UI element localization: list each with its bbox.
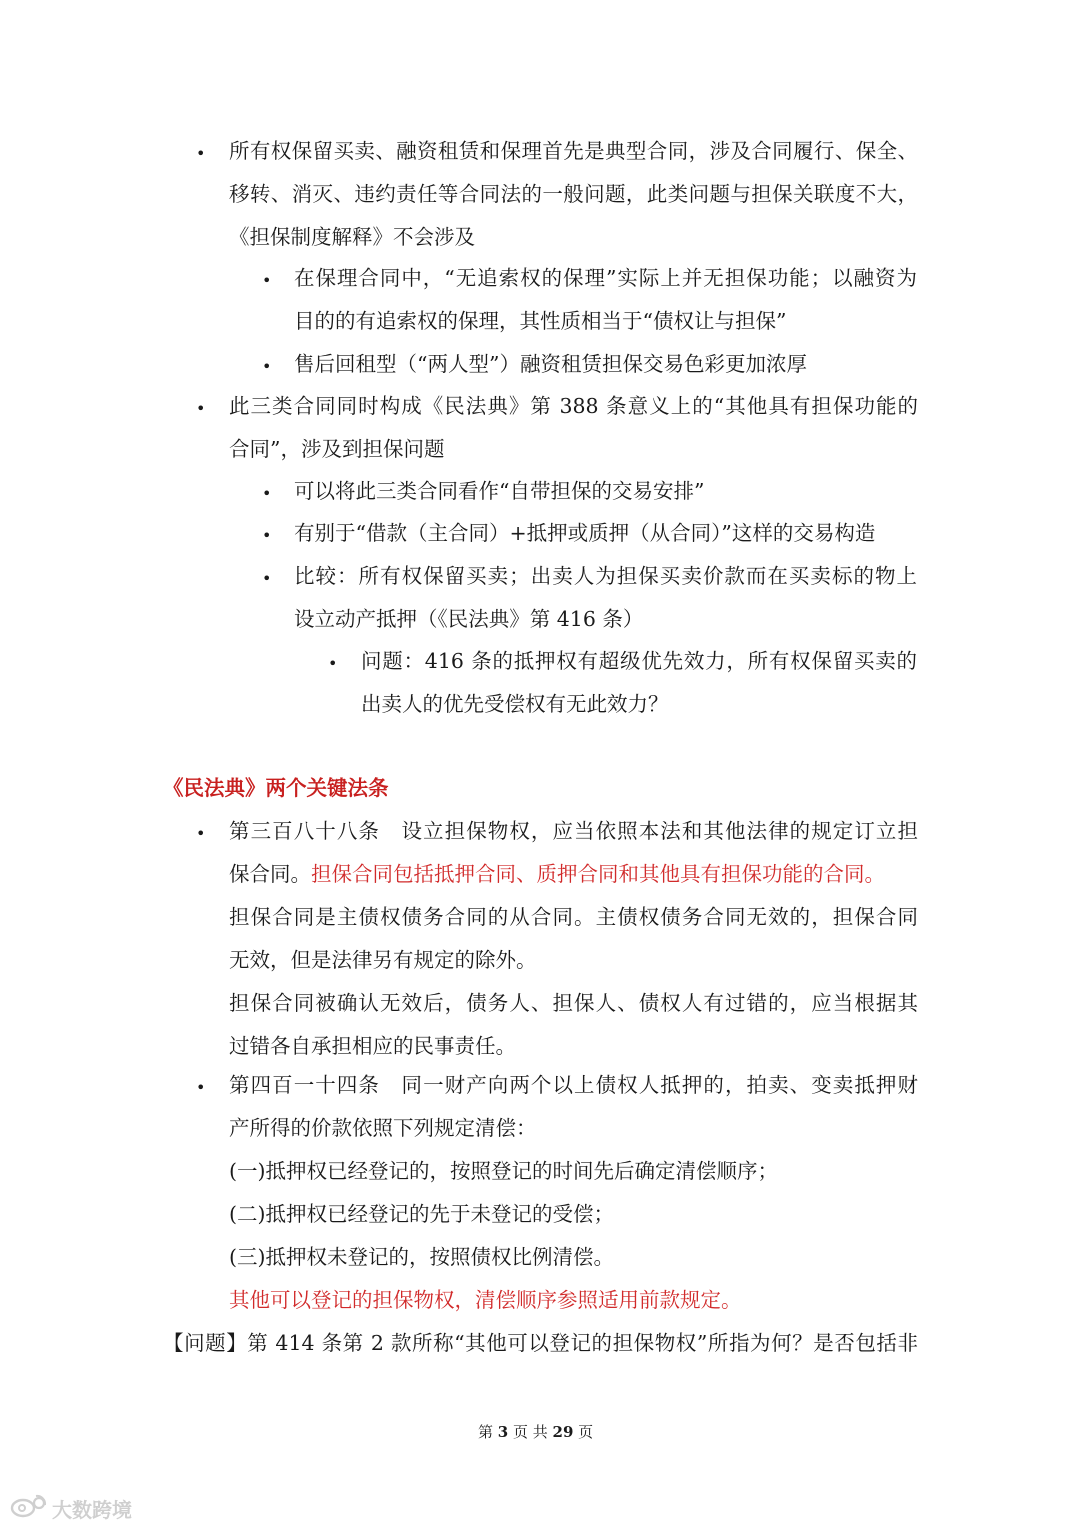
paragraph-line: 有别于“借款（主合同）+抵押或质押（从合同）”这样的交易构造 [294,521,876,545]
bullet: • [328,654,338,673]
paragraph-line: 合同”，涉及到担保问题 [229,437,445,461]
watermark-brand: 大数跨境 [52,1498,132,1522]
paragraph-line: 比较：所有权保留买卖；出卖人为担保买卖价款而在买卖标的物上 [294,564,917,588]
bullet: • [262,569,272,588]
article-388-line: 第三百八十八条 设立担保物权，应当依照本法和其他法律的规定订立担 [229,819,918,843]
article-414-item: (二)抵押权已经登记的先于未登记的受偿； [229,1202,614,1226]
page-number: 3 [497,1423,509,1441]
article-414-line: 产所得的价款依照下列规定清偿： [229,1116,537,1140]
paragraph-line: 此三类合同同时构成《民法典》第 388 条意义上的“其他具有担保功能的 [229,394,918,418]
article-414-item: (一)抵押权已经登记的，按照登记的时间先后确定清偿顺序； [229,1159,778,1183]
weibo-logo-icon [10,1493,48,1524]
paragraph-line: 出卖人的优先受偿权有无此效力？ [361,692,669,716]
page-footer [478,1421,593,1442]
paragraph-line: 在保理合同中，“无追索权的保理”实际上并无担保功能；以融资为 [294,266,917,290]
article-414-line: 第四百一十四条 同一财产向两个以上债权人抵押的，拍卖、变卖抵押财 [229,1073,918,1097]
paragraph-line: 售后回租型（“两人型”）融资租赁担保交易色彩更加浓厚 [294,352,807,376]
article-388-line: 担保合同是主债权债务合同的从合同。主债权债务合同无效的，担保合同 [229,905,918,929]
paragraph-line: 问题：416 条的抵押权有超级优先效力，所有权保留买卖的 [361,649,917,673]
bullet: • [196,399,206,418]
bullet: • [262,357,272,376]
article-388-line: 担保合同被确认无效后，债务人、担保人、债权人有过错的，应当根据其 [229,991,918,1015]
article-388-line: 无效，但是法律另有规定的除外。 [229,948,537,972]
bullet: • [262,526,272,545]
paragraph-line: 移转、消灭、违约责任等合同法的一般问题，此类问题与担保关联度不大， [229,182,918,206]
bullet: • [262,271,272,290]
paragraph-line: 《担保制度解释》不会涉及 [229,225,475,249]
paragraph-line: 设立动产抵押（《民法典》第 416 条） [294,607,644,631]
article-414-item: (三)抵押权未登记的，按照债权比例清偿。 [229,1245,614,1269]
section-heading: 《民法典》两个关键法条 [163,776,389,800]
article-388-highlight: 担保合同包括抵押合同、质押合同和其他具有担保功能的合同。 [311,862,885,886]
paragraph-line: 目的的有追索权的保理，其性质相当于“债权让与担保” [294,309,787,333]
bullet: • [196,1078,206,1097]
footer-suffix: 页 [573,1423,594,1441]
question-line: 【问题】第 414 条第 2 款所称“其他可以登记的担保物权”所指为何？是否包括非 [163,1331,918,1355]
bullet: • [262,484,272,503]
article-388-line: 过错各自承担相应的民事责任。 [229,1034,516,1058]
article-388-text: 保合同。 [229,862,311,886]
paragraph-line: 可以将此三类合同看作“自带担保的交易安排” [294,479,705,503]
article-414-highlight: 其他可以登记的担保物权，清偿顺序参照适用前款规定。 [229,1288,742,1312]
footer-middle: 页 共 [508,1423,553,1441]
bullet: • [196,824,206,843]
bullet: • [196,144,206,163]
article-388-line [229,864,885,885]
paragraph-line: 所有权保留买卖、融资租赁和保理首先是典型合同，涉及合同履行、保全、 [229,139,918,163]
page-total: 29 [552,1423,574,1441]
footer-prefix: 第 [478,1423,498,1441]
watermark [10,1493,132,1524]
